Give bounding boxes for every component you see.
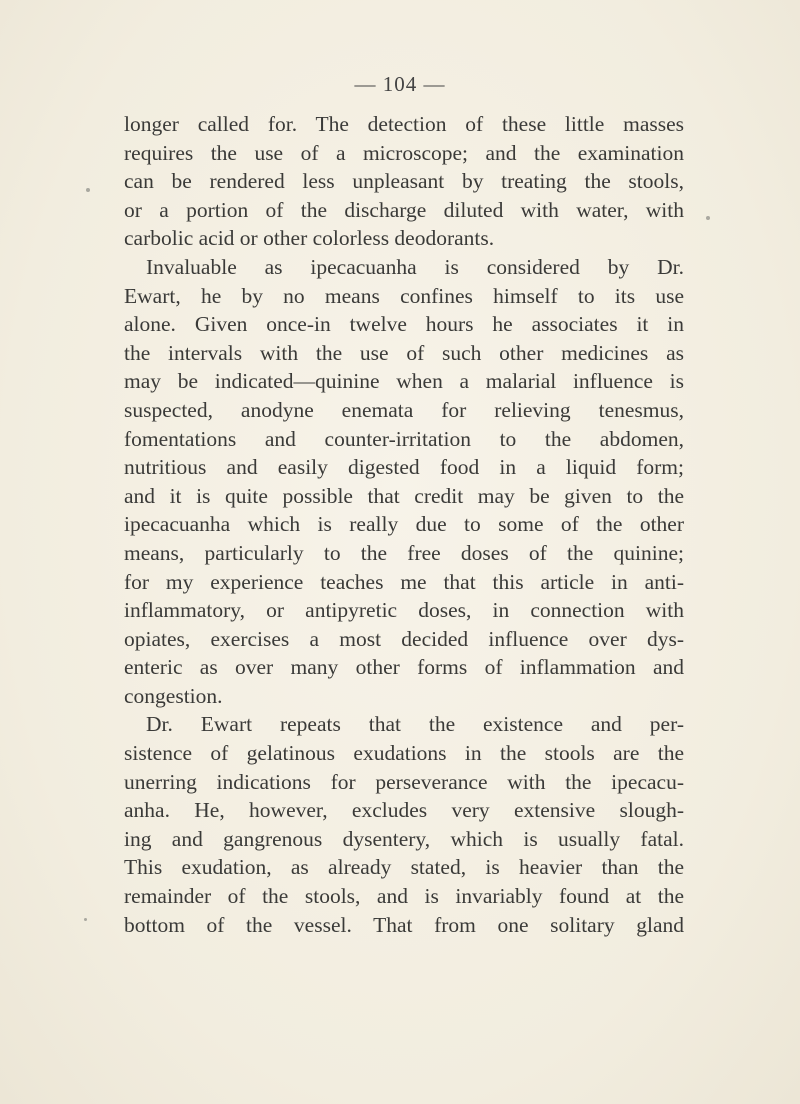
text-line: can be rendered less unpleasant by treating the stools,	[124, 169, 684, 194]
text-line: and it is quite possible that credit may be given to the	[124, 483, 684, 508]
text-line: fomentations and counter-irritation to the abdomen,	[124, 426, 684, 451]
body-text	[124, 110, 684, 939]
ink-speck	[86, 188, 90, 192]
text-line: sistence of gelatinous exudations in the stools are the	[124, 741, 684, 766]
ink-speck	[84, 918, 87, 921]
text-line: remainder of the stools, and is invariably found at the	[124, 884, 684, 909]
text-line: may be indicated—quinine when a malarial influence is	[124, 369, 684, 394]
text-line: suspected, anodyne enemata for relieving tenesmus,	[124, 397, 684, 422]
text-line: Ewart, he by no means confines himself to its use	[124, 283, 684, 308]
ink-speck	[706, 216, 710, 220]
text-line: ipecacuanha which is really due to some of the other	[124, 512, 684, 537]
text-line: unerring indications for perseverance with the ipecacu-	[124, 769, 684, 794]
text-line: carbolic acid or other colorless deodorants.	[124, 226, 495, 251]
text-line: alone. Given once-in twelve hours he associates it in	[124, 312, 684, 337]
text-line: anha. He, however, excludes very extensive slough-	[124, 798, 684, 823]
text-line: requires the use of a microscope; and the examination	[124, 140, 684, 165]
text-line: means, particularly to the free doses of the quinine;	[124, 540, 684, 565]
text-line: This exudation, as already stated, is heavier than the	[124, 855, 684, 880]
text-line: or a portion of the discharge diluted with water, with	[124, 197, 684, 222]
text-line: for my experience teaches me that this article in anti-	[124, 569, 684, 594]
text-line: enteric as over many other forms of inflammation and	[124, 655, 684, 680]
text-line: ing and gangrenous dysentery, which is usually fatal.	[124, 826, 684, 851]
paragraph-start-line: Dr. Ewart repeats that the existence and per-	[146, 712, 684, 737]
text-line: the intervals with the use of such other medicines as	[124, 340, 684, 365]
text-line: opiates, exercises a most decided influence over dys-	[124, 626, 684, 651]
text-line: congestion.	[124, 683, 223, 708]
text-line: inflammatory, or antipyretic doses, in connection with	[124, 598, 684, 623]
page-number: — 104 —	[354, 72, 446, 96]
text-line: longer called for. The detection of these little masses	[124, 112, 684, 136]
text-line: bottom of the vessel. That from one solitary gland	[124, 912, 684, 937]
paragraph-start-line: Invaluable as ipecacuanha is considered by Dr.	[146, 254, 684, 279]
text-line: nutritious and easily digested food in a liquid form;	[124, 455, 684, 480]
